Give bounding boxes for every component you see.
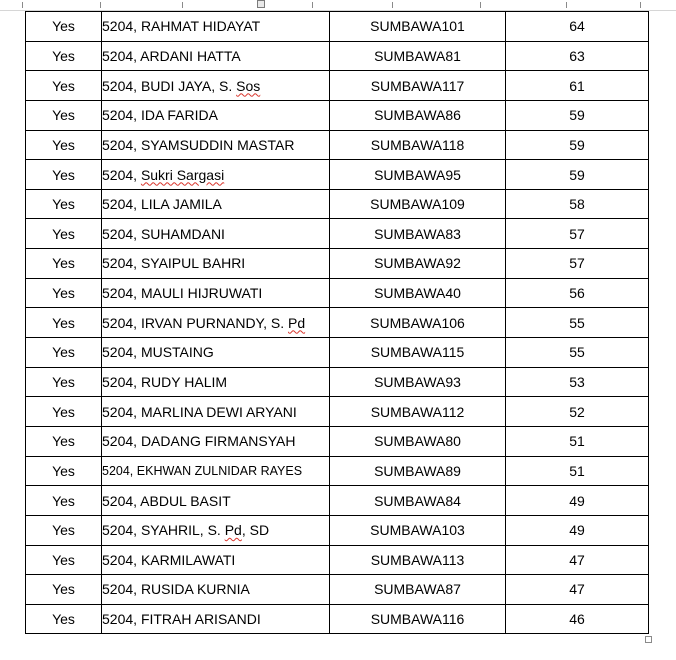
code-cell[interactable]: SUMBAWA93 xyxy=(330,367,506,397)
region-code: 5204, xyxy=(102,581,141,598)
name-cell[interactable] xyxy=(102,189,330,219)
code-cell[interactable]: SUMBAWA101 xyxy=(330,12,506,42)
person-name: ABDUL BASIT xyxy=(140,492,231,509)
person-name: MAULI HIJRUWATI xyxy=(140,285,263,302)
code-cell[interactable]: SUMBAWA116 xyxy=(330,604,506,634)
ruler-tick xyxy=(22,2,23,8)
region-code: 5204, xyxy=(102,77,141,94)
name-suffix: , SD xyxy=(241,522,270,539)
person-name: FITRAH ARISANDI xyxy=(140,611,261,628)
column-marker[interactable] xyxy=(257,0,265,8)
score-cell[interactable]: 51 xyxy=(506,426,649,456)
score-cell[interactable]: 63 xyxy=(506,41,649,71)
name-cell[interactable] xyxy=(102,604,330,634)
code-cell[interactable]: SUMBAWA106 xyxy=(330,308,506,338)
table-row xyxy=(26,278,649,308)
ruler-tick xyxy=(182,2,183,8)
status-cell[interactable]: Yes xyxy=(26,575,102,605)
person-name: DADANG FIRMANSYAH xyxy=(140,433,296,450)
spellcheck-word: Sukri Sargasi xyxy=(140,166,225,183)
person-name: SYAIPUL BAHRI xyxy=(140,255,246,272)
ruler xyxy=(0,0,676,11)
status-cell[interactable]: Yes xyxy=(26,278,102,308)
region-code: 5204, xyxy=(102,492,141,509)
name-cell[interactable] xyxy=(102,308,330,338)
name-cell[interactable] xyxy=(102,130,330,160)
region-code: 5204, xyxy=(102,433,141,450)
region-code: 5204, xyxy=(102,344,141,361)
region-code: 5204, xyxy=(102,136,141,153)
table-resize-handle[interactable] xyxy=(645,636,652,643)
code-cell[interactable]: SUMBAWA115 xyxy=(330,338,506,368)
table-row xyxy=(26,515,649,545)
region-code: 5204, xyxy=(102,18,141,35)
code-cell[interactable]: SUMBAWA86 xyxy=(330,100,506,130)
name-cell[interactable] xyxy=(102,426,330,456)
code-cell[interactable]: SUMBAWA92 xyxy=(330,249,506,279)
score-cell[interactable]: 59 xyxy=(506,160,649,190)
name-cell[interactable] xyxy=(102,486,330,516)
name-cell[interactable] xyxy=(102,12,330,42)
score-cell[interactable]: 47 xyxy=(506,545,649,575)
code-cell[interactable]: SUMBAWA83 xyxy=(330,219,506,249)
table-row xyxy=(26,189,649,219)
code-cell[interactable]: SUMBAWA89 xyxy=(330,456,506,486)
results-table xyxy=(25,11,649,634)
region-code: 5204, xyxy=(102,196,141,213)
score-cell[interactable]: 61 xyxy=(506,71,649,101)
table-row xyxy=(26,249,649,279)
code-cell[interactable]: SUMBAWA40 xyxy=(330,278,506,308)
name-cell[interactable] xyxy=(102,456,330,486)
status-cell[interactable]: Yes xyxy=(26,367,102,397)
status-cell[interactable]: Yes xyxy=(26,426,102,456)
person-name: RUSIDA KURNIA xyxy=(140,581,250,598)
table-row xyxy=(26,130,649,160)
score-cell[interactable]: 51 xyxy=(506,456,649,486)
name-cell[interactable] xyxy=(102,367,330,397)
code-cell[interactable]: SUMBAWA84 xyxy=(330,486,506,516)
ruler-tick xyxy=(100,2,101,8)
status-cell[interactable]: Yes xyxy=(26,160,102,190)
ruler-tick xyxy=(312,2,313,8)
name-cell[interactable] xyxy=(102,338,330,368)
region-code: 5204, xyxy=(102,463,137,478)
score-cell[interactable]: 57 xyxy=(506,249,649,279)
spellcheck-word: Pd xyxy=(224,522,242,539)
name-cell[interactable] xyxy=(102,160,330,190)
table-row xyxy=(26,456,649,486)
table-row xyxy=(26,160,649,190)
score-cell[interactable]: 64 xyxy=(506,12,649,42)
person-name: MUSTAING xyxy=(140,344,214,361)
spellcheck-word: Sos xyxy=(236,77,261,94)
name-cell[interactable] xyxy=(102,278,330,308)
region-code: 5204, xyxy=(102,522,141,539)
table-row xyxy=(26,71,649,101)
code-cell[interactable]: SUMBAWA95 xyxy=(330,160,506,190)
table-row xyxy=(26,219,649,249)
person-name: SYAMSUDDIN MASTAR xyxy=(140,136,295,153)
region-code: 5204, xyxy=(102,374,141,390)
status-cell[interactable]: Yes xyxy=(26,486,102,516)
status-cell[interactable]: Yes xyxy=(26,219,102,249)
region-code: 5204, xyxy=(102,551,141,568)
status-cell[interactable]: Yes xyxy=(26,515,102,545)
status-cell[interactable]: Yes xyxy=(26,308,102,338)
region-code: 5204, xyxy=(102,166,141,183)
score-cell[interactable]: 58 xyxy=(506,189,649,219)
table-row xyxy=(26,41,649,71)
table-row xyxy=(26,338,649,368)
person-name: BUDI JAYA, S. xyxy=(140,77,237,94)
region-code: 5204, xyxy=(102,107,141,124)
code-cell[interactable]: SUMBAWA117 xyxy=(330,71,506,101)
table-row xyxy=(26,486,649,516)
region-code: 5204, xyxy=(102,314,141,331)
name-cell[interactable] xyxy=(102,100,330,130)
person-name: RUDY HALIM xyxy=(140,374,228,390)
status-cell[interactable]: Yes xyxy=(26,545,102,575)
code-cell[interactable]: SUMBAWA87 xyxy=(330,575,506,605)
code-cell[interactable]: SUMBAWA109 xyxy=(330,189,506,219)
score-cell[interactable]: 52 xyxy=(506,397,649,427)
name-cell[interactable] xyxy=(102,249,330,279)
person-name: KARMILAWATI xyxy=(140,551,236,568)
table-row xyxy=(26,426,649,456)
score-cell[interactable]: 56 xyxy=(506,278,649,308)
status-cell[interactable]: Yes xyxy=(26,41,102,71)
person-name: RAHMAT HIDAYAT xyxy=(140,18,261,35)
ruler-tick xyxy=(392,2,393,8)
code-cell[interactable]: SUMBAWA81 xyxy=(330,41,506,71)
table-row xyxy=(26,575,649,605)
region-code: 5204, xyxy=(102,225,141,242)
score-cell[interactable]: 59 xyxy=(506,130,649,160)
name-cell[interactable] xyxy=(102,545,330,575)
name-cell[interactable] xyxy=(102,515,330,545)
table-row xyxy=(26,604,649,634)
name-cell[interactable] xyxy=(102,575,330,605)
code-cell[interactable]: SUMBAWA103 xyxy=(330,515,506,545)
region-code: 5204, xyxy=(102,403,141,420)
score-cell[interactable]: 47 xyxy=(506,575,649,605)
table-row xyxy=(26,308,649,338)
person-name: SYAHRIL, S. xyxy=(140,522,225,539)
score-cell[interactable]: 46 xyxy=(506,604,649,634)
region-code: 5204, xyxy=(102,611,141,628)
table-row xyxy=(26,12,649,42)
status-cell[interactable]: Yes xyxy=(26,397,102,427)
code-cell[interactable]: SUMBAWA112 xyxy=(330,397,506,427)
table-row xyxy=(26,397,649,427)
status-cell[interactable]: Yes xyxy=(26,249,102,279)
code-cell[interactable]: SUMBAWA118 xyxy=(330,130,506,160)
status-cell[interactable]: Yes xyxy=(26,71,102,101)
person-name: ARDANI HATTA xyxy=(140,47,241,64)
score-cell[interactable]: 49 xyxy=(506,515,649,545)
code-cell[interactable]: SUMBAWA113 xyxy=(330,545,506,575)
name-cell[interactable] xyxy=(102,397,330,427)
status-cell[interactable]: Yes xyxy=(26,456,102,486)
table-body xyxy=(26,12,649,634)
score-cell[interactable]: 59 xyxy=(506,100,649,130)
name-cell[interactable] xyxy=(102,71,330,101)
status-cell[interactable]: Yes xyxy=(26,130,102,160)
name-cell[interactable] xyxy=(102,41,330,71)
table-row xyxy=(26,100,649,130)
code-cell[interactable]: SUMBAWA80 xyxy=(330,426,506,456)
table-row xyxy=(26,367,649,397)
person-name: SUHAMDANI xyxy=(140,225,225,242)
ruler-tick xyxy=(566,2,567,8)
ruler-tick xyxy=(640,2,641,8)
person-name: MARLINA DEWI ARYANI xyxy=(140,403,297,420)
score-cell[interactable]: 55 xyxy=(506,338,649,368)
spellcheck-word: Pd xyxy=(287,314,306,331)
score-cell[interactable]: 57 xyxy=(506,219,649,249)
ruler-tick xyxy=(480,2,481,8)
person-name: IDA FARIDA xyxy=(140,107,218,124)
status-cell[interactable]: Yes xyxy=(26,604,102,634)
region-code: 5204, xyxy=(102,285,141,302)
status-cell[interactable]: Yes xyxy=(26,338,102,368)
region-code: 5204, xyxy=(102,47,141,64)
status-cell[interactable]: Yes xyxy=(26,189,102,219)
name-cell[interactable] xyxy=(102,219,330,249)
score-cell[interactable]: 53 xyxy=(506,367,649,397)
status-cell[interactable]: Yes xyxy=(26,100,102,130)
person-name: LILA JAMILA xyxy=(140,196,222,213)
region-code: 5204, xyxy=(102,255,141,272)
person-name: EKHWAN ZULNIDAR RAYES xyxy=(136,463,303,478)
person-name: IRVAN PURNANDY, S. xyxy=(140,314,288,331)
score-cell[interactable]: 49 xyxy=(506,486,649,516)
table-row xyxy=(26,545,649,575)
score-cell[interactable]: 55 xyxy=(506,308,649,338)
status-cell[interactable]: Yes xyxy=(26,12,102,42)
